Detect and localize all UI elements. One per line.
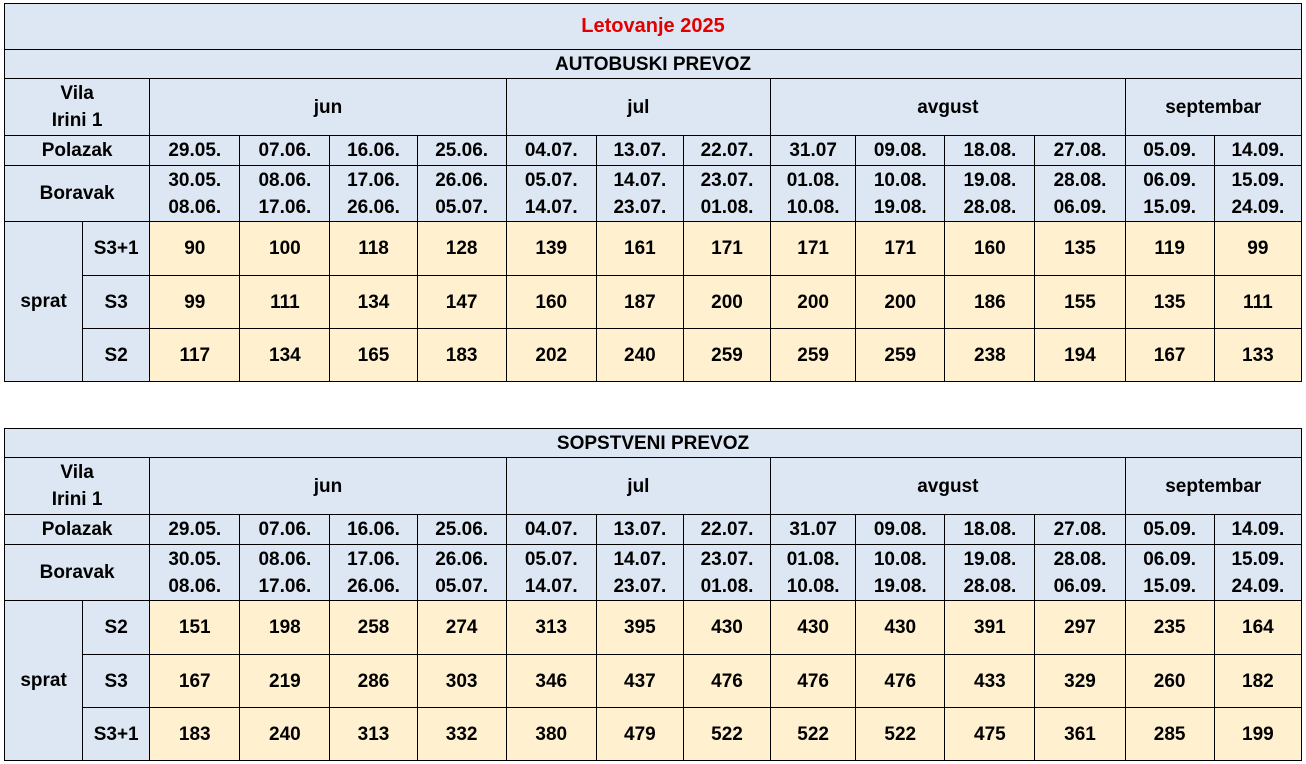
- stay-to: 08.06.: [168, 575, 222, 597]
- price-cell: 134: [330, 276, 417, 329]
- stay-from: 05.07.: [524, 169, 578, 191]
- price-cell: 238: [945, 329, 1035, 382]
- departure-date: 31.07: [771, 515, 856, 545]
- stay-from: 01.08.: [786, 169, 840, 191]
- room-type: S3+1: [83, 222, 150, 276]
- price-cell: 167: [1125, 329, 1214, 382]
- price-cell: 476: [856, 655, 945, 708]
- price-cell: 133: [1214, 329, 1301, 382]
- price-cell: 522: [683, 708, 770, 761]
- section-title: SOPSTVENI PREVOZ: [5, 429, 1302, 458]
- stay-period: [506, 545, 596, 601]
- price-cell: 476: [771, 655, 856, 708]
- price-cell: 259: [856, 329, 945, 382]
- floor-label: sprat: [5, 222, 83, 382]
- price-cell: 161: [596, 222, 683, 276]
- price-cell: 139: [506, 222, 596, 276]
- price-cell: 285: [1125, 708, 1214, 761]
- stay-period: [417, 166, 506, 222]
- departure-date: 18.08.: [945, 136, 1035, 166]
- price-cell: 183: [150, 708, 240, 761]
- boravak-row: [5, 545, 1302, 601]
- stay-period: [1035, 545, 1125, 601]
- departure-date: 31.07: [771, 136, 856, 166]
- stay-period: [683, 166, 770, 222]
- month-header: avgust: [771, 79, 1126, 136]
- price-cell: 329: [1035, 655, 1125, 708]
- departure-date: 05.09.: [1125, 136, 1214, 166]
- month-header-row: [5, 79, 1302, 136]
- stay-period: [683, 545, 770, 601]
- price-row: [5, 222, 1302, 276]
- stay-from: 01.08.: [786, 548, 840, 570]
- month-header: septembar: [1125, 458, 1301, 515]
- stay-to: 10.08.: [786, 196, 840, 218]
- price-cell: 475: [945, 708, 1035, 761]
- stay-period: [330, 545, 417, 601]
- stay-to: 28.08.: [963, 196, 1017, 218]
- stay-from: 17.06.: [347, 169, 400, 191]
- price-cell: 346: [506, 655, 596, 708]
- price-cell: 286: [330, 655, 417, 708]
- stay-period: [330, 166, 417, 222]
- price-cell: 479: [596, 708, 683, 761]
- room-type: S3: [83, 276, 150, 329]
- stay-from: 08.06.: [258, 548, 312, 570]
- stay-from: 06.09.: [1143, 548, 1197, 570]
- stay-from: 06.09.: [1143, 169, 1197, 191]
- price-row: [5, 655, 1302, 708]
- stay-from: 17.06.: [347, 548, 400, 570]
- price-cell: 171: [683, 222, 770, 276]
- price-cell: 395: [596, 601, 683, 655]
- month-header: jun: [150, 458, 507, 515]
- stay-period: [1125, 166, 1214, 222]
- stay-to: 08.06.: [168, 196, 222, 218]
- stay-from: 23.07.: [700, 169, 754, 191]
- price-cell: 165: [330, 329, 417, 382]
- price-cell: 391: [945, 601, 1035, 655]
- stay-from: 28.08.: [1053, 169, 1107, 191]
- price-cell: 171: [771, 222, 856, 276]
- stay-to: 15.09.: [1143, 575, 1197, 597]
- stay-to: 06.09.: [1053, 575, 1107, 597]
- stay-from: 26.06.: [435, 169, 489, 191]
- price-cell: 135: [1125, 276, 1214, 329]
- departure-date: 16.06.: [330, 136, 417, 166]
- polazak-row: [5, 515, 1302, 545]
- stay-period: [506, 166, 596, 222]
- departure-date: 04.07.: [506, 136, 596, 166]
- stay-period: [1035, 166, 1125, 222]
- price-cell: 259: [771, 329, 856, 382]
- stay-to: 15.09.: [1143, 196, 1197, 218]
- room-type: S2: [83, 329, 150, 382]
- month-header-row: [5, 458, 1302, 515]
- stay-to: 19.08.: [873, 575, 927, 597]
- boravak-label: Boravak: [5, 545, 150, 601]
- departure-date: 13.07.: [596, 136, 683, 166]
- price-cell: 186: [945, 276, 1035, 329]
- stay-from: 26.06.: [435, 548, 489, 570]
- price-cell: 187: [596, 276, 683, 329]
- stay-to: 23.07.: [613, 575, 667, 597]
- stay-to: 14.07.: [524, 575, 578, 597]
- price-row: [5, 708, 1302, 761]
- price-cell: 433: [945, 655, 1035, 708]
- departure-date: 09.08.: [856, 515, 945, 545]
- price-cell: 260: [1125, 655, 1214, 708]
- stay-to: 05.07.: [435, 575, 489, 597]
- month-header: jun: [150, 79, 507, 136]
- month-header: septembar: [1125, 79, 1301, 136]
- stay-from: 19.08.: [963, 169, 1017, 191]
- stay-to: 23.07.: [613, 196, 667, 218]
- departure-date: 13.07.: [596, 515, 683, 545]
- price-cell: 160: [506, 276, 596, 329]
- price-cell: 313: [506, 601, 596, 655]
- stay-from: 15.09.: [1231, 548, 1285, 570]
- stay-period: [150, 545, 240, 601]
- polazak-label: Polazak: [5, 136, 150, 166]
- price-cell: 135: [1035, 222, 1125, 276]
- price-cell: 128: [417, 222, 506, 276]
- stay-period: [1125, 545, 1214, 601]
- stay-from: 14.07.: [613, 548, 667, 570]
- price-cell: 430: [683, 601, 770, 655]
- price-cell: 202: [506, 329, 596, 382]
- stay-to: 28.08.: [963, 575, 1017, 597]
- departure-date: 27.08.: [1035, 136, 1125, 166]
- stay-from: 30.05.: [168, 169, 222, 191]
- price-cell: 235: [1125, 601, 1214, 655]
- price-cell: 240: [240, 708, 330, 761]
- stay-from: 10.08.: [873, 169, 927, 191]
- stay-from: 19.08.: [963, 548, 1017, 570]
- stay-period: [771, 166, 856, 222]
- month-header: jul: [506, 79, 770, 136]
- price-cell: 522: [771, 708, 856, 761]
- stay-to: 01.08.: [700, 196, 754, 218]
- price-cell: 199: [1214, 708, 1301, 761]
- stay-from: 14.07.: [613, 169, 667, 191]
- price-cell: 99: [1214, 222, 1301, 276]
- stay-from: 30.05.: [168, 548, 222, 570]
- room-type: S2: [83, 601, 150, 655]
- price-cell: 182: [1214, 655, 1301, 708]
- stay-from: 23.07.: [700, 548, 754, 570]
- departure-date: 27.08.: [1035, 515, 1125, 545]
- price-cell: 259: [683, 329, 770, 382]
- stay-from: 28.08.: [1053, 548, 1107, 570]
- room-type: S3: [83, 655, 150, 708]
- departure-date: 18.08.: [945, 515, 1035, 545]
- price-cell: 437: [596, 655, 683, 708]
- departure-date: 22.07.: [683, 515, 770, 545]
- price-cell: 430: [771, 601, 856, 655]
- stay-period: [1214, 166, 1301, 222]
- stay-period: [240, 166, 330, 222]
- price-cell: 147: [417, 276, 506, 329]
- stay-from: 15.09.: [1231, 169, 1285, 191]
- price-cell: 297: [1035, 601, 1125, 655]
- floor-label: sprat: [5, 601, 83, 761]
- month-header: jul: [506, 458, 770, 515]
- departure-date: 22.07.: [683, 136, 770, 166]
- stay-period: [1214, 545, 1301, 601]
- departure-date: 04.07.: [506, 515, 596, 545]
- page-title: Letovanje 2025: [5, 4, 1302, 50]
- stay-period: [596, 545, 683, 601]
- price-cell: 522: [856, 708, 945, 761]
- stay-to: 06.09.: [1053, 196, 1107, 218]
- price-cell: 198: [240, 601, 330, 655]
- price-cell: 111: [240, 276, 330, 329]
- stay-to: 17.06.: [258, 575, 312, 597]
- stay-to: 26.06.: [347, 196, 400, 218]
- price-cell: 119: [1125, 222, 1214, 276]
- stay-to: 01.08.: [700, 575, 754, 597]
- boravak-row: [5, 166, 1302, 222]
- sopstveni-price-table: [4, 428, 1302, 761]
- price-cell: 476: [683, 655, 770, 708]
- price-cell: 118: [330, 222, 417, 276]
- stay-to: 17.06.: [258, 196, 312, 218]
- stay-to: 26.06.: [347, 575, 400, 597]
- stay-from: 08.06.: [258, 169, 312, 191]
- price-row: [5, 601, 1302, 655]
- stay-to: 24.09.: [1231, 575, 1285, 597]
- price-cell: 164: [1214, 601, 1301, 655]
- stay-period: [856, 545, 945, 601]
- section-title: AUTOBUSKI PREVOZ: [5, 50, 1302, 79]
- boravak-label: Boravak: [5, 166, 150, 222]
- price-cell: 332: [417, 708, 506, 761]
- departure-date: 14.09.: [1214, 136, 1301, 166]
- stay-period: [856, 166, 945, 222]
- price-cell: 117: [150, 329, 240, 382]
- price-cell: 303: [417, 655, 506, 708]
- price-cell: 240: [596, 329, 683, 382]
- stay-to: 14.07.: [524, 196, 578, 218]
- price-cell: 155: [1035, 276, 1125, 329]
- villa-name-cell: Vila Irini 1: [5, 458, 150, 515]
- departure-date: 29.05.: [150, 136, 240, 166]
- price-cell: 171: [856, 222, 945, 276]
- stay-period: [771, 545, 856, 601]
- stay-period: [417, 545, 506, 601]
- price-cell: 200: [683, 276, 770, 329]
- price-cell: 194: [1035, 329, 1125, 382]
- departure-date: 05.09.: [1125, 515, 1214, 545]
- price-cell: 258: [330, 601, 417, 655]
- autobuski-price-table: [4, 3, 1302, 382]
- stay-period: [945, 166, 1035, 222]
- price-cell: 380: [506, 708, 596, 761]
- price-cell: 160: [945, 222, 1035, 276]
- price-cell: 111: [1214, 276, 1301, 329]
- price-row: [5, 276, 1302, 329]
- price-cell: 100: [240, 222, 330, 276]
- stay-period: [150, 166, 240, 222]
- price-cell: 167: [150, 655, 240, 708]
- departure-date: 25.06.: [417, 515, 506, 545]
- price-cell: 274: [417, 601, 506, 655]
- stay-to: 24.09.: [1231, 196, 1285, 218]
- departure-date: 14.09.: [1214, 515, 1301, 545]
- room-type: S3+1: [83, 708, 150, 761]
- stay-to: 05.07.: [435, 196, 489, 218]
- departure-date: 07.06.: [240, 136, 330, 166]
- price-cell: 430: [856, 601, 945, 655]
- stay-period: [240, 545, 330, 601]
- stay-from: 10.08.: [873, 548, 927, 570]
- price-cell: 183: [417, 329, 506, 382]
- stay-from: 05.07.: [524, 548, 578, 570]
- price-cell: 361: [1035, 708, 1125, 761]
- departure-date: 29.05.: [150, 515, 240, 545]
- price-cell: 151: [150, 601, 240, 655]
- stay-period: [945, 545, 1035, 601]
- price-cell: 219: [240, 655, 330, 708]
- price-cell: 134: [240, 329, 330, 382]
- departure-date: 09.08.: [856, 136, 945, 166]
- month-header: avgust: [771, 458, 1126, 515]
- polazak-row: [5, 136, 1302, 166]
- stay-period: [596, 166, 683, 222]
- polazak-label: Polazak: [5, 515, 150, 545]
- stay-to: 10.08.: [786, 575, 840, 597]
- stay-to: 19.08.: [873, 196, 927, 218]
- departure-date: 25.06.: [417, 136, 506, 166]
- villa-name-cell: Vila Irini 1: [5, 79, 150, 136]
- price-cell: 200: [856, 276, 945, 329]
- price-cell: 90: [150, 222, 240, 276]
- price-cell: 200: [771, 276, 856, 329]
- departure-date: 16.06.: [330, 515, 417, 545]
- price-cell: 99: [150, 276, 240, 329]
- price-row: [5, 329, 1302, 382]
- price-cell: 313: [330, 708, 417, 761]
- departure-date: 07.06.: [240, 515, 330, 545]
